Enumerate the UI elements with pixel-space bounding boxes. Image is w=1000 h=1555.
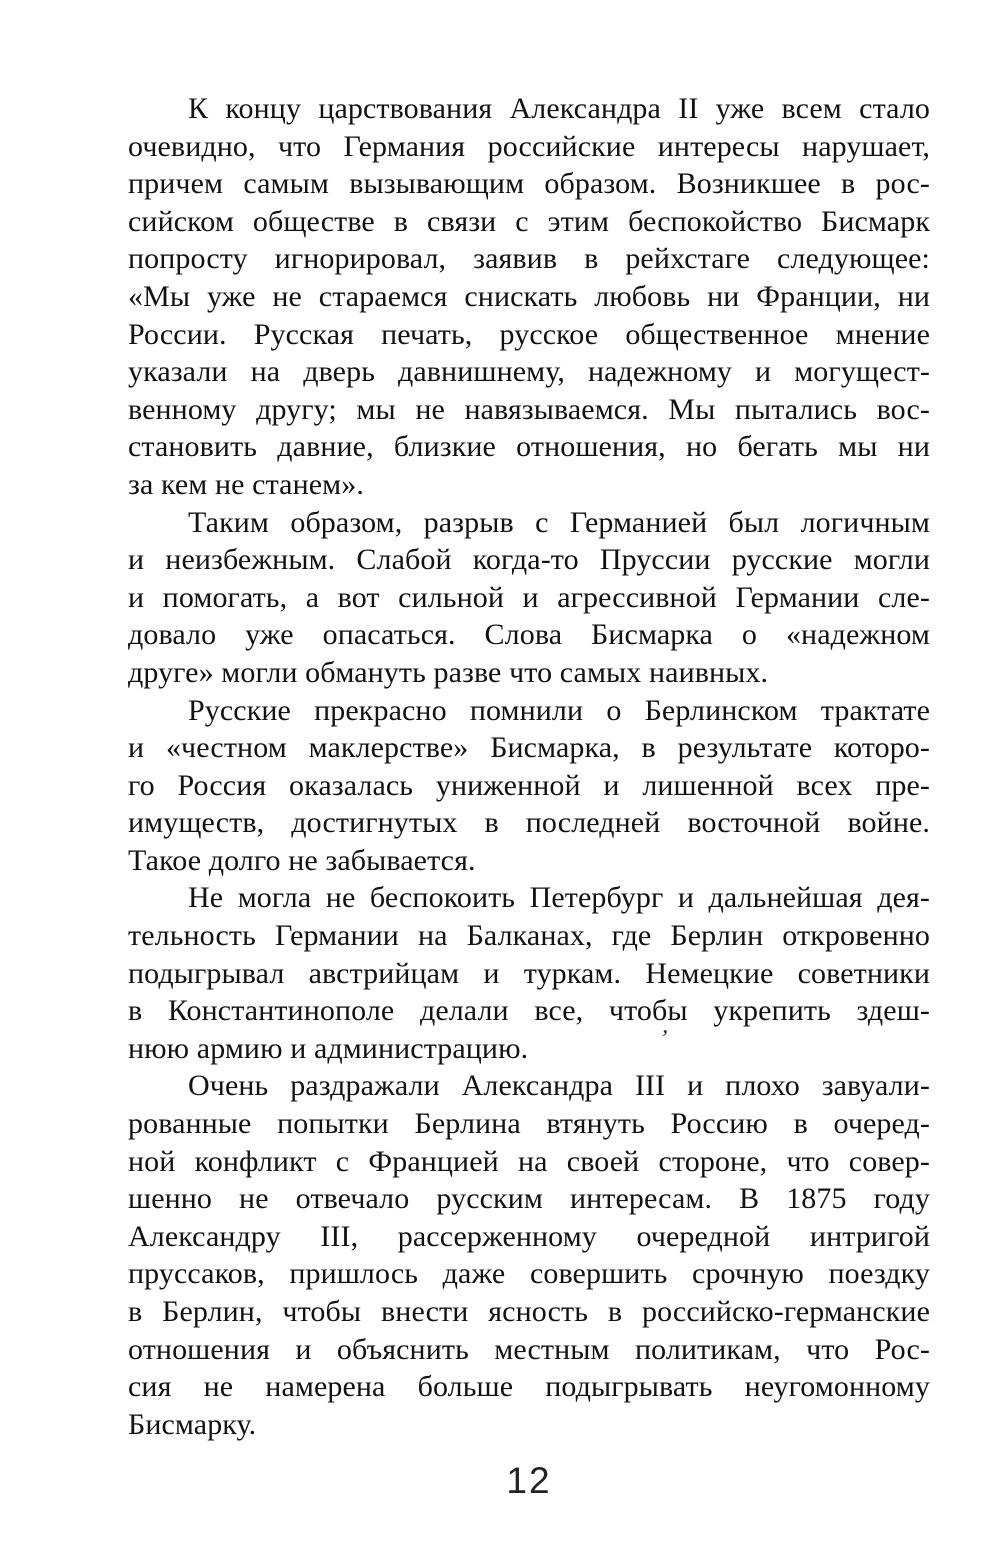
text-line: Бисмарку. [128, 1407, 257, 1441]
text-line: довало уже опасаться. Слова Бисмарка о «надежном [128, 618, 930, 652]
text-line: венному другу; мы не навязываемся. Мы пытались вос- [128, 392, 930, 426]
text-line: пруссаков, пришлось даже совершить срочную поездку [128, 1257, 930, 1291]
text-line: отношения и объяснить местным политикам, что Рос- [128, 1332, 930, 1366]
text-line: и «честном маклерстве» Бисмарка, в результате которо- [128, 731, 930, 765]
text-line: и помогать, а вот сильной и агрессивной Германии сле- [128, 580, 930, 614]
text-line: сийском обществе в связи с этим беспокойство Бисмарк [128, 204, 930, 238]
text-line: К концу царствования Александра II уже всем стало [188, 92, 930, 125]
text-line: шенно не отвечало русским интересам. В 1875 году [128, 1182, 930, 1216]
text-line: в Константинополе делали все, чтобы укрепить здеш- [128, 994, 930, 1028]
text-line: Русские прекрасно помнили о Берлинском трактате [188, 693, 930, 727]
text-line: попросту игнорировал, заявив в рейхстаге следующее: [128, 242, 930, 276]
text-line: и неизбежным. Слабой когда-то Пруссии русские могли [128, 543, 930, 577]
text-line: ной конфликт с Францией на своей стороне, что совер- [128, 1144, 930, 1178]
text-line: Александру III, рассерженному очередной интригой [128, 1219, 930, 1253]
text-line: Таким образом, разрыв с Германией был логичным [188, 505, 930, 539]
text-line: друге» могли обмануть разве что самых наивных. [128, 655, 769, 689]
text-line: тельность Германии на Балканах, где Берлин откровенно [128, 919, 930, 953]
paragraph [128, 692, 930, 880]
text-line: очевидно, что Германия российские интересы нарушает, [128, 129, 930, 163]
paragraph [128, 504, 930, 692]
text-line: подыгрывал австрийцам и туркам. Немецкие советники [128, 956, 930, 990]
paragraph [128, 1067, 930, 1443]
page-number: 12 [506, 1460, 552, 1501]
text-line: за кем не станем». [128, 467, 364, 501]
text-line: го Россия оказалась униженной и лишенной всех пре- [128, 768, 930, 802]
text-line: рованные попытки Берлина втянуть Россию в очеред- [128, 1107, 930, 1141]
text-line: имуществ, достигнутых в последней восточной войне. [128, 806, 930, 840]
scan-artifact-mark: ʼ [658, 1025, 670, 1053]
text-line: сия не намерена больше подыгрывать неугомонному [128, 1370, 930, 1404]
body-text [128, 90, 930, 1443]
text-line: России. Русская печать, русское общественное мнение [128, 317, 930, 351]
text-line: «Мы уже не стараемся снискать любовь ни Франции, ни [128, 279, 930, 313]
text-line: нюю армию и администрацию. [128, 1031, 529, 1065]
text-line: причем самым вызывающим образом. Возникшее в рос- [128, 167, 930, 201]
text-line: Очень раздражали Александра III и плохо завуали- [188, 1069, 930, 1103]
paragraph [128, 879, 930, 1067]
paragraph [128, 90, 930, 504]
text-line: Не могла не беспокоить Петербург и дальнейшая дея- [188, 881, 930, 915]
text-line: Такое долго не забывается. [128, 843, 476, 877]
text-line: указали на дверь давнишнему, надежному и могущест- [128, 355, 930, 389]
text-line: становить давние, близкие отношения, но бегать мы ни [128, 430, 930, 464]
text-line: в Берлин, чтобы внести ясность в российско-германские [128, 1295, 930, 1328]
